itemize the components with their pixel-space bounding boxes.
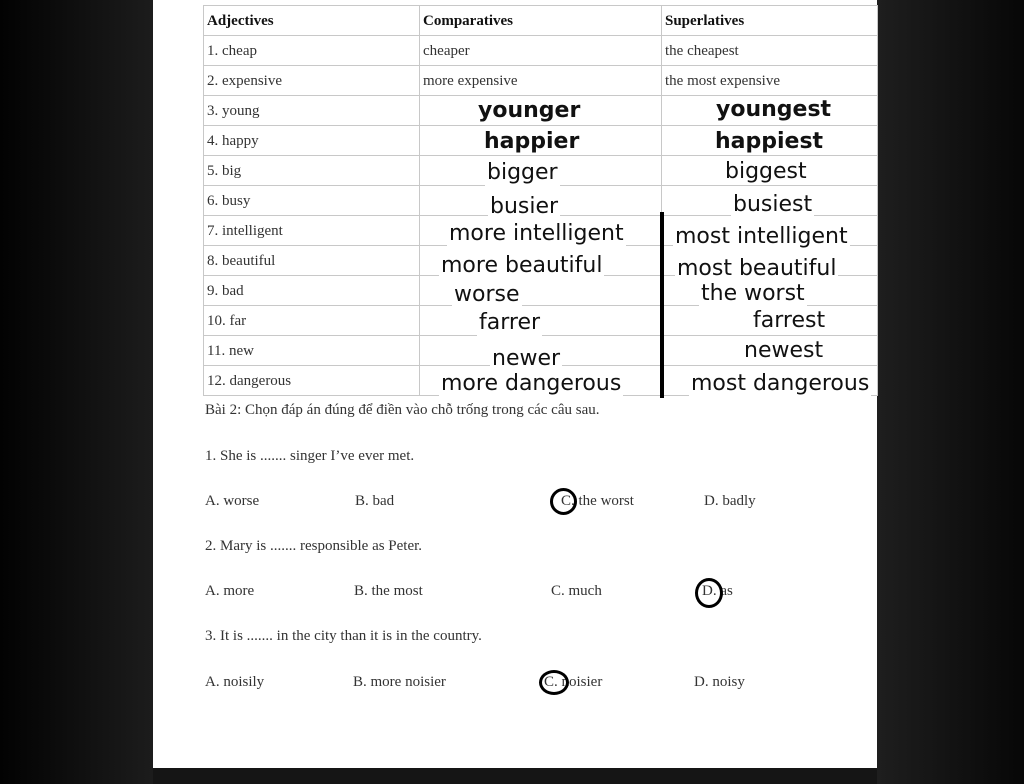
exercise-title: Bài 2: Chọn đáp án đúng để điền vào chỗ trống trong các câu sau. bbox=[205, 402, 600, 418]
option-b: B. the most bbox=[354, 583, 423, 599]
right-dark-margin bbox=[877, 0, 1024, 784]
comparative-cell: more expensive bbox=[423, 72, 518, 89]
table-header-row bbox=[204, 6, 878, 36]
adjective-cell: 3. young bbox=[207, 102, 260, 119]
bottom-dark-strip bbox=[153, 768, 877, 784]
option-a: A. noisily bbox=[205, 674, 265, 690]
comparative-answer: bigger bbox=[487, 160, 558, 185]
answer-circle-mark bbox=[695, 578, 723, 608]
comparative-answer: farrer bbox=[479, 310, 541, 335]
comparative-answer: more dangerous bbox=[441, 371, 622, 396]
superlative-answer: busiest bbox=[733, 192, 813, 217]
superlative-answer: most dangerous bbox=[691, 371, 870, 396]
comparative-answer: busier bbox=[490, 194, 559, 219]
table-row bbox=[204, 66, 878, 96]
question-text: 1. She is ....... singer I’ve ever met. bbox=[205, 448, 415, 464]
question-text: 3. It is ....... in the city than it is in the country. bbox=[205, 628, 482, 644]
comparative-answer: worse bbox=[454, 282, 520, 307]
adjective-cell: 12. dangerous bbox=[207, 372, 292, 389]
option-d: D. noisy bbox=[694, 674, 745, 690]
option-c: C. noisier bbox=[544, 674, 603, 690]
comparative-answer: newer bbox=[492, 346, 561, 371]
adjective-cell: 2. expensive bbox=[207, 72, 282, 89]
adjective-cell: 9. bad bbox=[207, 282, 244, 299]
answer-circle-mark bbox=[539, 670, 569, 695]
option-a: A. worse bbox=[205, 493, 260, 509]
option-d: D. badly bbox=[704, 493, 756, 509]
option-b: B. bad bbox=[355, 493, 395, 509]
header-superlatives: Superlatives bbox=[665, 12, 745, 29]
superlative-answer: the worst bbox=[701, 281, 805, 306]
answer-circle-mark bbox=[550, 488, 577, 515]
adjective-cell: 6. busy bbox=[207, 192, 251, 209]
adjective-cell: 10. far bbox=[207, 312, 247, 329]
adjective-cell: 8. beautiful bbox=[207, 252, 276, 269]
handdrawn-divider-line bbox=[660, 212, 664, 398]
adjective-cell: 5. big bbox=[207, 162, 242, 179]
header-adjectives: Adjectives bbox=[207, 12, 274, 29]
comparative-answer: younger bbox=[478, 98, 581, 123]
superlative-answer: most intelligent bbox=[675, 224, 848, 249]
option-a: A. more bbox=[205, 583, 255, 599]
left-dark-margin bbox=[0, 0, 153, 784]
superlative-answer: biggest bbox=[725, 159, 807, 184]
comparative-answer: more intelligent bbox=[449, 221, 624, 246]
superlative-answer: most beautiful bbox=[677, 256, 837, 281]
adjective-cell: 7. intelligent bbox=[207, 222, 283, 239]
adjective-cell: 1. cheap bbox=[207, 42, 257, 59]
option-b: B. more noisier bbox=[353, 674, 446, 690]
adjective-cell: 11. new bbox=[207, 342, 254, 359]
question-text: 2. Mary is ....... responsible as Peter. bbox=[205, 538, 423, 554]
superlative-answer: youngest bbox=[716, 97, 832, 122]
superlative-answer: newest bbox=[744, 338, 824, 363]
option-c: C. much bbox=[551, 583, 602, 599]
adjective-cell: 4. happy bbox=[207, 132, 259, 149]
superlative-cell: the cheapest bbox=[665, 42, 739, 59]
header-comparatives: Comparatives bbox=[423, 12, 513, 29]
superlative-cell: the most expensive bbox=[665, 72, 780, 89]
option-c: C. the worst bbox=[561, 493, 634, 509]
option-d: D. as bbox=[702, 583, 733, 599]
comparative-answer: more beautiful bbox=[441, 253, 603, 278]
superlative-answer: happiest bbox=[715, 129, 824, 154]
superlative-answer: farrest bbox=[753, 308, 826, 333]
comparative-cell: cheaper bbox=[423, 42, 470, 59]
table-row bbox=[204, 36, 878, 66]
comparative-answer: happier bbox=[484, 129, 580, 154]
